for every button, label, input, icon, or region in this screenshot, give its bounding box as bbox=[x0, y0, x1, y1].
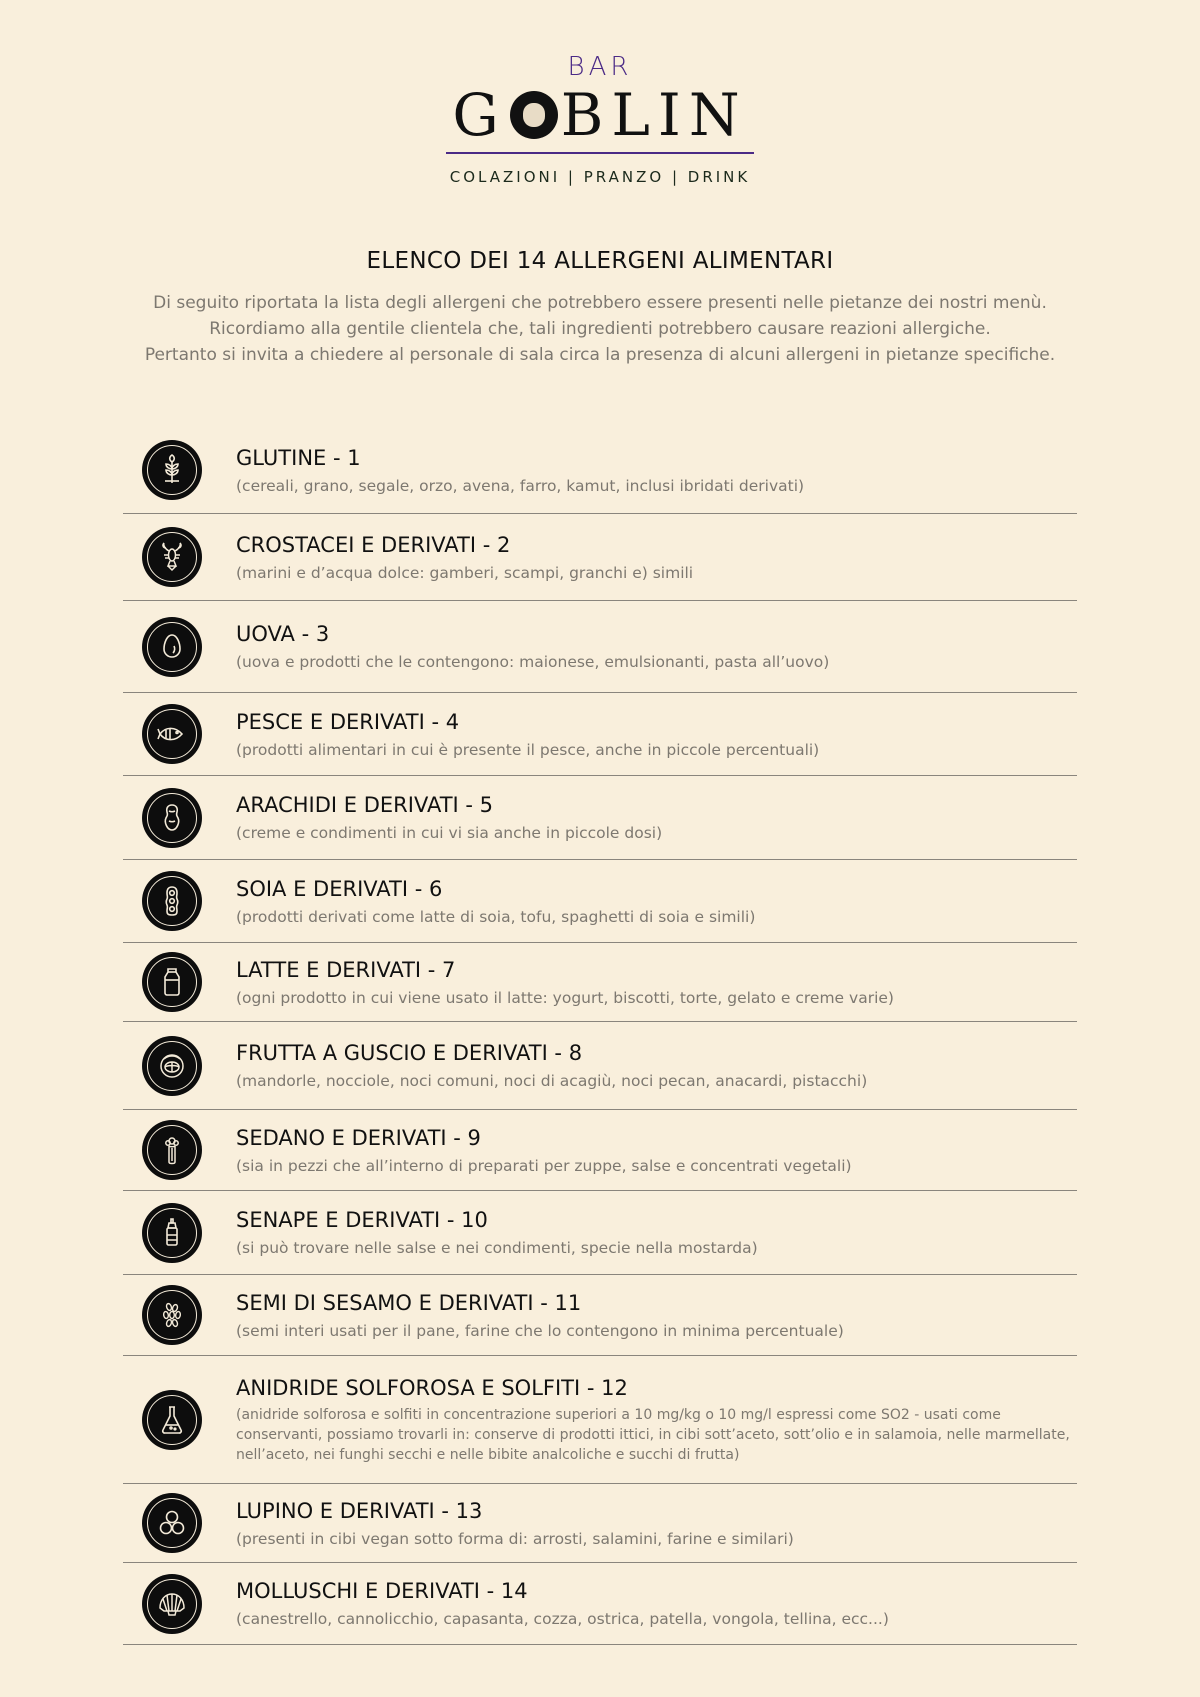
allergen-title: SOIA E DERIVATI - 6 bbox=[236, 876, 443, 901]
allergen-description: (presenti in cibi vegan sotto forma di: arrosti, salamini, farine e similari) bbox=[236, 1529, 794, 1548]
egg-icon bbox=[142, 617, 202, 677]
logo-letters-blin: BLIN bbox=[560, 81, 748, 149]
logo bbox=[0, 52, 1200, 186]
allergen-description: (anidride solforosa e solfiti in concentrazione superiori a 10 mg/kg o 10 mg/l espressi come SO2 - usati come conservanti, possiamo trovarli in: conserve di prodotti ittici, in cibi sott’aceto, sott’olio e in salamoia, nelle marmellate, nell’aceto, nei funghi secchi e nelle bibite analcoliche e succhi di frutta) bbox=[236, 1407, 1070, 1463]
soy-icon bbox=[142, 871, 202, 931]
allergen-title: FRUTTA A GUSCIO E DERIVATI - 8 bbox=[236, 1041, 583, 1065]
logo-tagline: COLAZIONI | PRANZO | DRINK bbox=[449, 168, 751, 186]
peanut-icon bbox=[142, 788, 202, 848]
allergen-title: ARACHIDI E DERIVATI - 5 bbox=[236, 793, 494, 817]
intro-line: Ricordiamo alla gentile clientela che, tali ingredienti potrebbero causare reazioni allergiche. bbox=[209, 319, 991, 339]
allergen-title: ANIDRIDE SOLFOROSA E SOLFITI - 12 bbox=[236, 1376, 628, 1400]
allergen-title: SENAPE E DERIVATI - 10 bbox=[236, 1208, 488, 1232]
logo-goblin-text bbox=[452, 81, 748, 149]
allergen-description: (creme e condimenti in cui vi sia anche in piccole dosi) bbox=[236, 824, 663, 842]
allergen-description: (si può trovare nelle salse e nei condimenti, specie nella mostarda) bbox=[236, 1239, 758, 1257]
milk-bottle-icon bbox=[142, 952, 202, 1012]
intro-text bbox=[100, 290, 1100, 368]
allergen-description: (uova e prodotti che le contengono: maionese, emulsionanti, pasta all’uovo) bbox=[236, 653, 830, 671]
allergen-description: (prodotti alimentari in cui è presente il pesce, anche in piccole percentuali) bbox=[236, 740, 820, 759]
lobster-icon bbox=[142, 527, 202, 587]
allergen-description: (cereali, grano, segale, orzo, avena, farro, kamut, inclusi ibridati derivati) bbox=[236, 476, 805, 495]
allergen-item-fish bbox=[123, 693, 1077, 776]
intro-line: Pertanto si invita a chiedere al personale di sala circa la presenza di alcuni allergeni in pietanze specifiche. bbox=[144, 345, 1056, 365]
allergen-item-gluten bbox=[123, 427, 1077, 514]
sesame-icon bbox=[142, 1285, 202, 1345]
allergen-description: (semi interi usati per il pane, farine che lo contengono in minima percentuale) bbox=[236, 1321, 844, 1340]
allergen-title: SEDANO E DERIVATI - 9 bbox=[236, 1125, 481, 1150]
allergen-item-soy bbox=[123, 860, 1077, 943]
mustard-bottle-icon bbox=[142, 1203, 202, 1263]
allergen-item-molluscs bbox=[123, 1563, 1077, 1645]
lupin-icon bbox=[142, 1493, 202, 1553]
fish-icon bbox=[142, 704, 202, 764]
goblin-face-icon bbox=[510, 91, 558, 139]
intro-line: Di seguito riportata la lista degli allergeni che potrebbero essere presenti nelle pietanze dei nostri menù. bbox=[153, 293, 1047, 313]
allergen-item-sesame bbox=[123, 1275, 1077, 1356]
allergen-title: SEMI DI SESAMO E DERIVATI - 11 bbox=[236, 1290, 582, 1315]
allergen-item-lupin bbox=[123, 1484, 1077, 1563]
allergen-description: (ogni prodotto in cui viene usato il latte: yogurt, biscotti, torte, gelato e creme varie) bbox=[236, 988, 894, 1007]
allergen-title: LATTE E DERIVATI - 7 bbox=[236, 957, 456, 982]
logo-letter-g: G bbox=[452, 81, 507, 149]
nut-icon bbox=[142, 1036, 202, 1096]
logo-underline bbox=[446, 152, 754, 154]
allergen-title: CROSTACEI E DERIVATI - 2 bbox=[236, 532, 511, 557]
allergen-description: (marini e d’acqua dolce: gamberi, scampi, granchi e) simili bbox=[236, 563, 694, 582]
allergen-item-sulphites bbox=[123, 1356, 1077, 1484]
allergen-list bbox=[123, 427, 1077, 1645]
allergen-item-nuts bbox=[123, 1022, 1077, 1110]
allergen-item-eggs bbox=[123, 601, 1077, 693]
logo-bar-text: BAR bbox=[567, 52, 633, 82]
allergen-description: (sia in pezzi che all’interno di preparati per zuppe, salse e concentrati vegetali) bbox=[236, 1156, 852, 1175]
allergen-item-celery bbox=[123, 1110, 1077, 1191]
allergen-title: PESCE E DERIVATI - 4 bbox=[236, 709, 460, 734]
allergen-title: UOVA - 3 bbox=[236, 622, 330, 646]
wheat-icon bbox=[142, 440, 202, 500]
allergen-description: (mandorle, nocciole, noci comuni, noci di acagiù, noci pecan, anacardi, pistacchi) bbox=[236, 1072, 868, 1090]
allergen-item-mustard bbox=[123, 1191, 1077, 1275]
allergen-item-crustaceans bbox=[123, 514, 1077, 601]
page-title: ELENCO DEI 14 ALLERGENI ALIMENTARI bbox=[366, 248, 834, 274]
allergen-item-milk bbox=[123, 943, 1077, 1022]
allergen-description: (prodotti derivati come latte di soia, tofu, spaghetti di soia e simili) bbox=[236, 907, 756, 926]
flask-icon bbox=[142, 1390, 202, 1450]
allergen-item-peanuts bbox=[123, 776, 1077, 860]
allergen-title: LUPINO E DERIVATI - 13 bbox=[236, 1498, 483, 1523]
allergen-title: MOLLUSCHI E DERIVATI - 14 bbox=[236, 1579, 528, 1603]
shell-icon bbox=[142, 1574, 202, 1634]
allergen-title: GLUTINE - 1 bbox=[236, 445, 361, 470]
celery-icon bbox=[142, 1120, 202, 1180]
allergen-description: (canestrello, cannolicchio, capasanta, cozza, ostrica, patella, vongola, tellina, ecc...) bbox=[236, 1610, 889, 1628]
